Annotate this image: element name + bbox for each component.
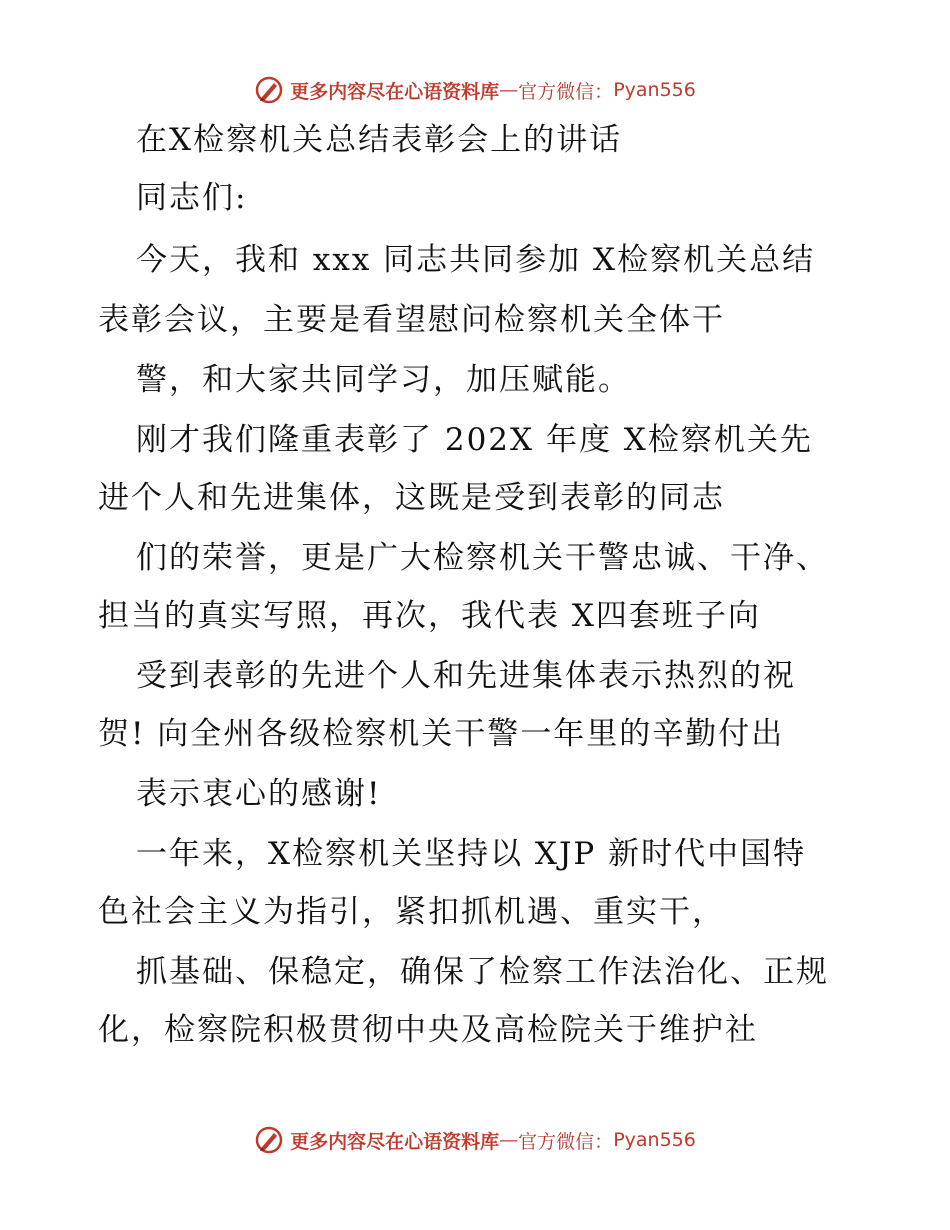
footer-wechat-label: 官方微信： bbox=[518, 1130, 614, 1153]
footer-banner-dash: — bbox=[499, 1129, 519, 1151]
text-line: 表示衷心的感谢! bbox=[136, 776, 382, 812]
footer-banner bbox=[0, 1120, 950, 1160]
pen-logo-icon bbox=[254, 75, 284, 105]
salutation: 同志们: bbox=[136, 180, 248, 216]
text-line: 今天，我和 xxx 同志共同参加 X检察机关总结 bbox=[136, 242, 816, 278]
text-line: 担当的真实写照，再次，我代表 X四套班子向 bbox=[98, 598, 761, 634]
text-line: 警，和大家共同学习，加压赋能。 bbox=[136, 362, 631, 398]
text-line: 进个人和先进集体，这既是受到表彰的同志 bbox=[98, 480, 725, 516]
text-line: 表彰会议，主要是看望慰问检察机关全体干 bbox=[98, 302, 725, 338]
header-banner bbox=[0, 70, 950, 110]
text-line: 色社会主义为指引，紧扣抓机遇、重实干， bbox=[98, 894, 725, 930]
footer-wechat-id: Pyan556 bbox=[613, 1129, 696, 1151]
header-banner-dash: — bbox=[499, 79, 519, 101]
header-banner-text bbox=[290, 77, 696, 104]
text-line: 刚才我们隆重表彰了 202X 年度 X检察机关先 bbox=[136, 422, 813, 458]
header-wechat-label: 官方微信： bbox=[518, 80, 614, 103]
header-wechat-id: Pyan556 bbox=[613, 79, 696, 101]
footer-banner-slogan: 更多内容尽在心语资料库 bbox=[290, 1130, 500, 1153]
footer-banner-text bbox=[290, 1127, 696, 1154]
text-line: 抓基础、保稳定，确保了检察工作法治化、正规 bbox=[136, 954, 829, 990]
text-line: 一年来，X检察机关坚持以 XJP 新时代中国特 bbox=[136, 836, 807, 872]
text-line: 受到表彰的先进个人和先进集体表示热烈的祝 bbox=[136, 658, 796, 694]
document-title: 在X检察机关总结表彰会上的讲话 bbox=[136, 122, 623, 158]
text-line: 化，检察院积极贯彻中央及高检院关于维护社 bbox=[98, 1012, 758, 1048]
text-line: 们的荣誉，更是广大检察机关干警忠诚、干净、 bbox=[136, 540, 829, 576]
text-line: 贺! 向全州各级检察机关干警一年里的辛勤付出 bbox=[98, 716, 785, 752]
header-banner-slogan: 更多内容尽在心语资料库 bbox=[290, 80, 500, 103]
pen-logo-icon bbox=[254, 1125, 284, 1155]
